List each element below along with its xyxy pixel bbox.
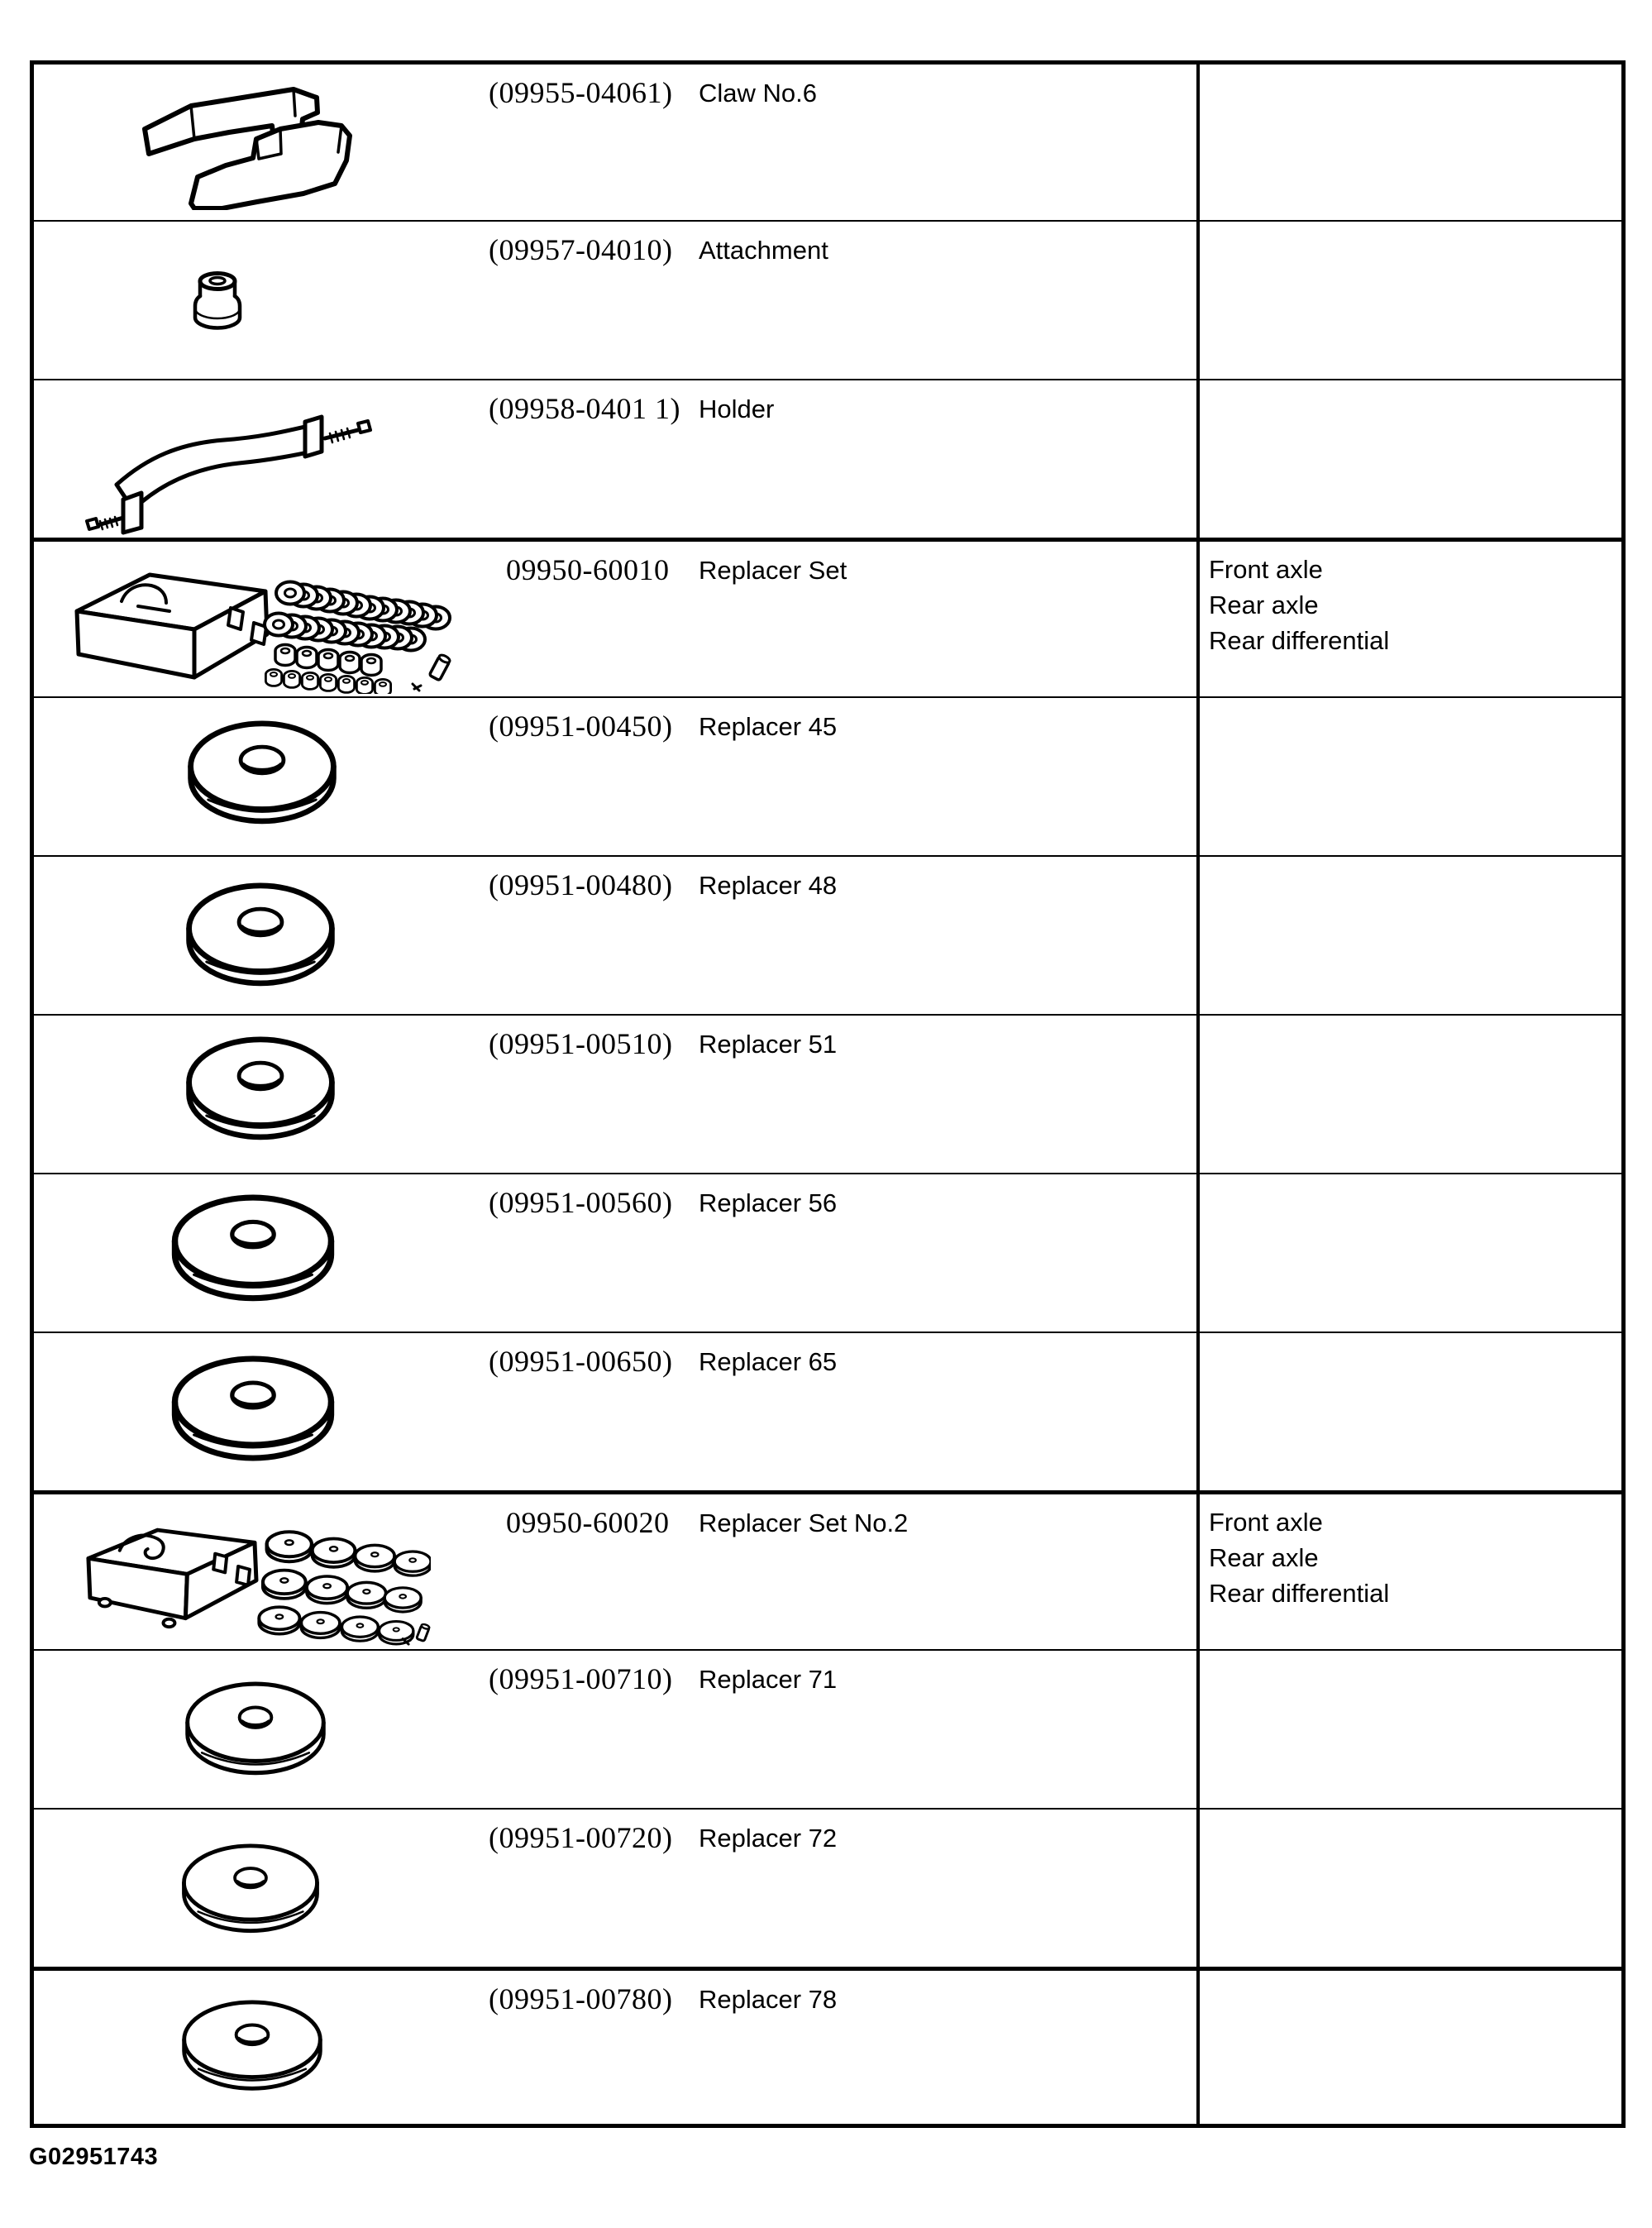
table-row bbox=[34, 379, 1621, 538]
replacer-disc-illustration bbox=[176, 1999, 328, 2106]
table-row bbox=[34, 696, 1621, 855]
toolbox-washer-set-illustration bbox=[69, 560, 459, 694]
tool-name: Replacer 65 bbox=[699, 1347, 838, 1376]
part-number: (09951-00450) bbox=[489, 710, 673, 743]
tool-name: Replacer Set No.2 bbox=[699, 1508, 909, 1537]
application-label: Front axle bbox=[1209, 1508, 1323, 1537]
table-row bbox=[34, 1173, 1621, 1332]
table-row bbox=[34, 1014, 1621, 1173]
application-cell bbox=[1196, 1333, 1621, 1490]
part-number: (09951-00710) bbox=[489, 1662, 673, 1695]
application-cell bbox=[1196, 1494, 1621, 1649]
replacer-disc-illustration bbox=[183, 720, 341, 839]
tool-name: Replacer 78 bbox=[699, 1985, 838, 2014]
replacer-disc-illustration bbox=[179, 1681, 332, 1791]
tool-name: Attachment bbox=[699, 236, 828, 265]
tool-table bbox=[30, 60, 1626, 2128]
tool-name: Replacer 51 bbox=[699, 1030, 838, 1059]
application-cell bbox=[1196, 1174, 1621, 1332]
application-label: Rear differential bbox=[1209, 1579, 1390, 1608]
table-row bbox=[34, 538, 1621, 696]
tool-name: Replacer 72 bbox=[699, 1824, 838, 1853]
claw-pair-illustration bbox=[131, 76, 363, 210]
replacer-disc-illustration bbox=[166, 1193, 340, 1318]
table-row bbox=[34, 1967, 1621, 2124]
tool-name: Holder bbox=[699, 394, 775, 423]
holder-clamp-illustration bbox=[85, 405, 376, 536]
application-label: Rear axle bbox=[1209, 1543, 1319, 1572]
part-number: (09951-00560) bbox=[489, 1186, 673, 1219]
application-cell bbox=[1196, 1971, 1621, 2124]
tool-name: Replacer 45 bbox=[699, 712, 838, 741]
application-label: Rear axle bbox=[1209, 590, 1319, 619]
table-row bbox=[34, 220, 1621, 379]
figure-code: G02951743 bbox=[29, 2144, 159, 2170]
tool-name: Replacer 48 bbox=[699, 871, 838, 900]
application-cell bbox=[1196, 698, 1621, 855]
table-row bbox=[34, 1808, 1621, 1967]
toolbox-disc-set-illustration bbox=[77, 1514, 431, 1647]
replacer-disc-illustration bbox=[166, 1354, 340, 1478]
part-number: (09951-00720) bbox=[489, 1821, 673, 1854]
application-cell bbox=[1196, 1651, 1621, 1808]
application-cell bbox=[1196, 1810, 1621, 1967]
application-cell bbox=[1196, 857, 1621, 1014]
table-row bbox=[34, 1649, 1621, 1808]
part-number: (09951-00650) bbox=[489, 1345, 673, 1378]
tool-name: Replacer 56 bbox=[699, 1188, 838, 1217]
replacer-disc-illustration bbox=[181, 882, 340, 1002]
tool-name: Claw No.6 bbox=[699, 79, 817, 108]
application-label: Front axle bbox=[1209, 555, 1323, 584]
part-number: (09958-0401 1) bbox=[489, 392, 680, 425]
part-number: (09955-04061) bbox=[489, 76, 673, 109]
application-cell bbox=[1196, 542, 1621, 696]
application-cell bbox=[1196, 1016, 1621, 1173]
replacer-disc-illustration bbox=[181, 1036, 340, 1155]
tool-name: Replacer 71 bbox=[699, 1665, 838, 1694]
tool-name: Replacer Set bbox=[699, 556, 847, 585]
part-number: 09950-60020 bbox=[506, 1506, 670, 1539]
table-row bbox=[34, 65, 1621, 220]
part-number: 09950-60010 bbox=[506, 553, 670, 586]
part-number: (09951-00480) bbox=[489, 868, 673, 901]
table-row bbox=[34, 1490, 1621, 1649]
application-cell bbox=[1196, 65, 1621, 220]
table-row bbox=[34, 1332, 1621, 1490]
part-number: (09951-00510) bbox=[489, 1027, 673, 1060]
table-row bbox=[34, 855, 1621, 1014]
replacer-disc-illustration bbox=[176, 1843, 325, 1948]
application-label: Rear differential bbox=[1209, 626, 1390, 655]
application-cell bbox=[1196, 222, 1621, 379]
attachment-illustration bbox=[188, 270, 251, 341]
part-number: (09957-04010) bbox=[489, 233, 673, 266]
part-number: (09951-00780) bbox=[489, 1982, 673, 2015]
application-cell bbox=[1196, 380, 1621, 538]
